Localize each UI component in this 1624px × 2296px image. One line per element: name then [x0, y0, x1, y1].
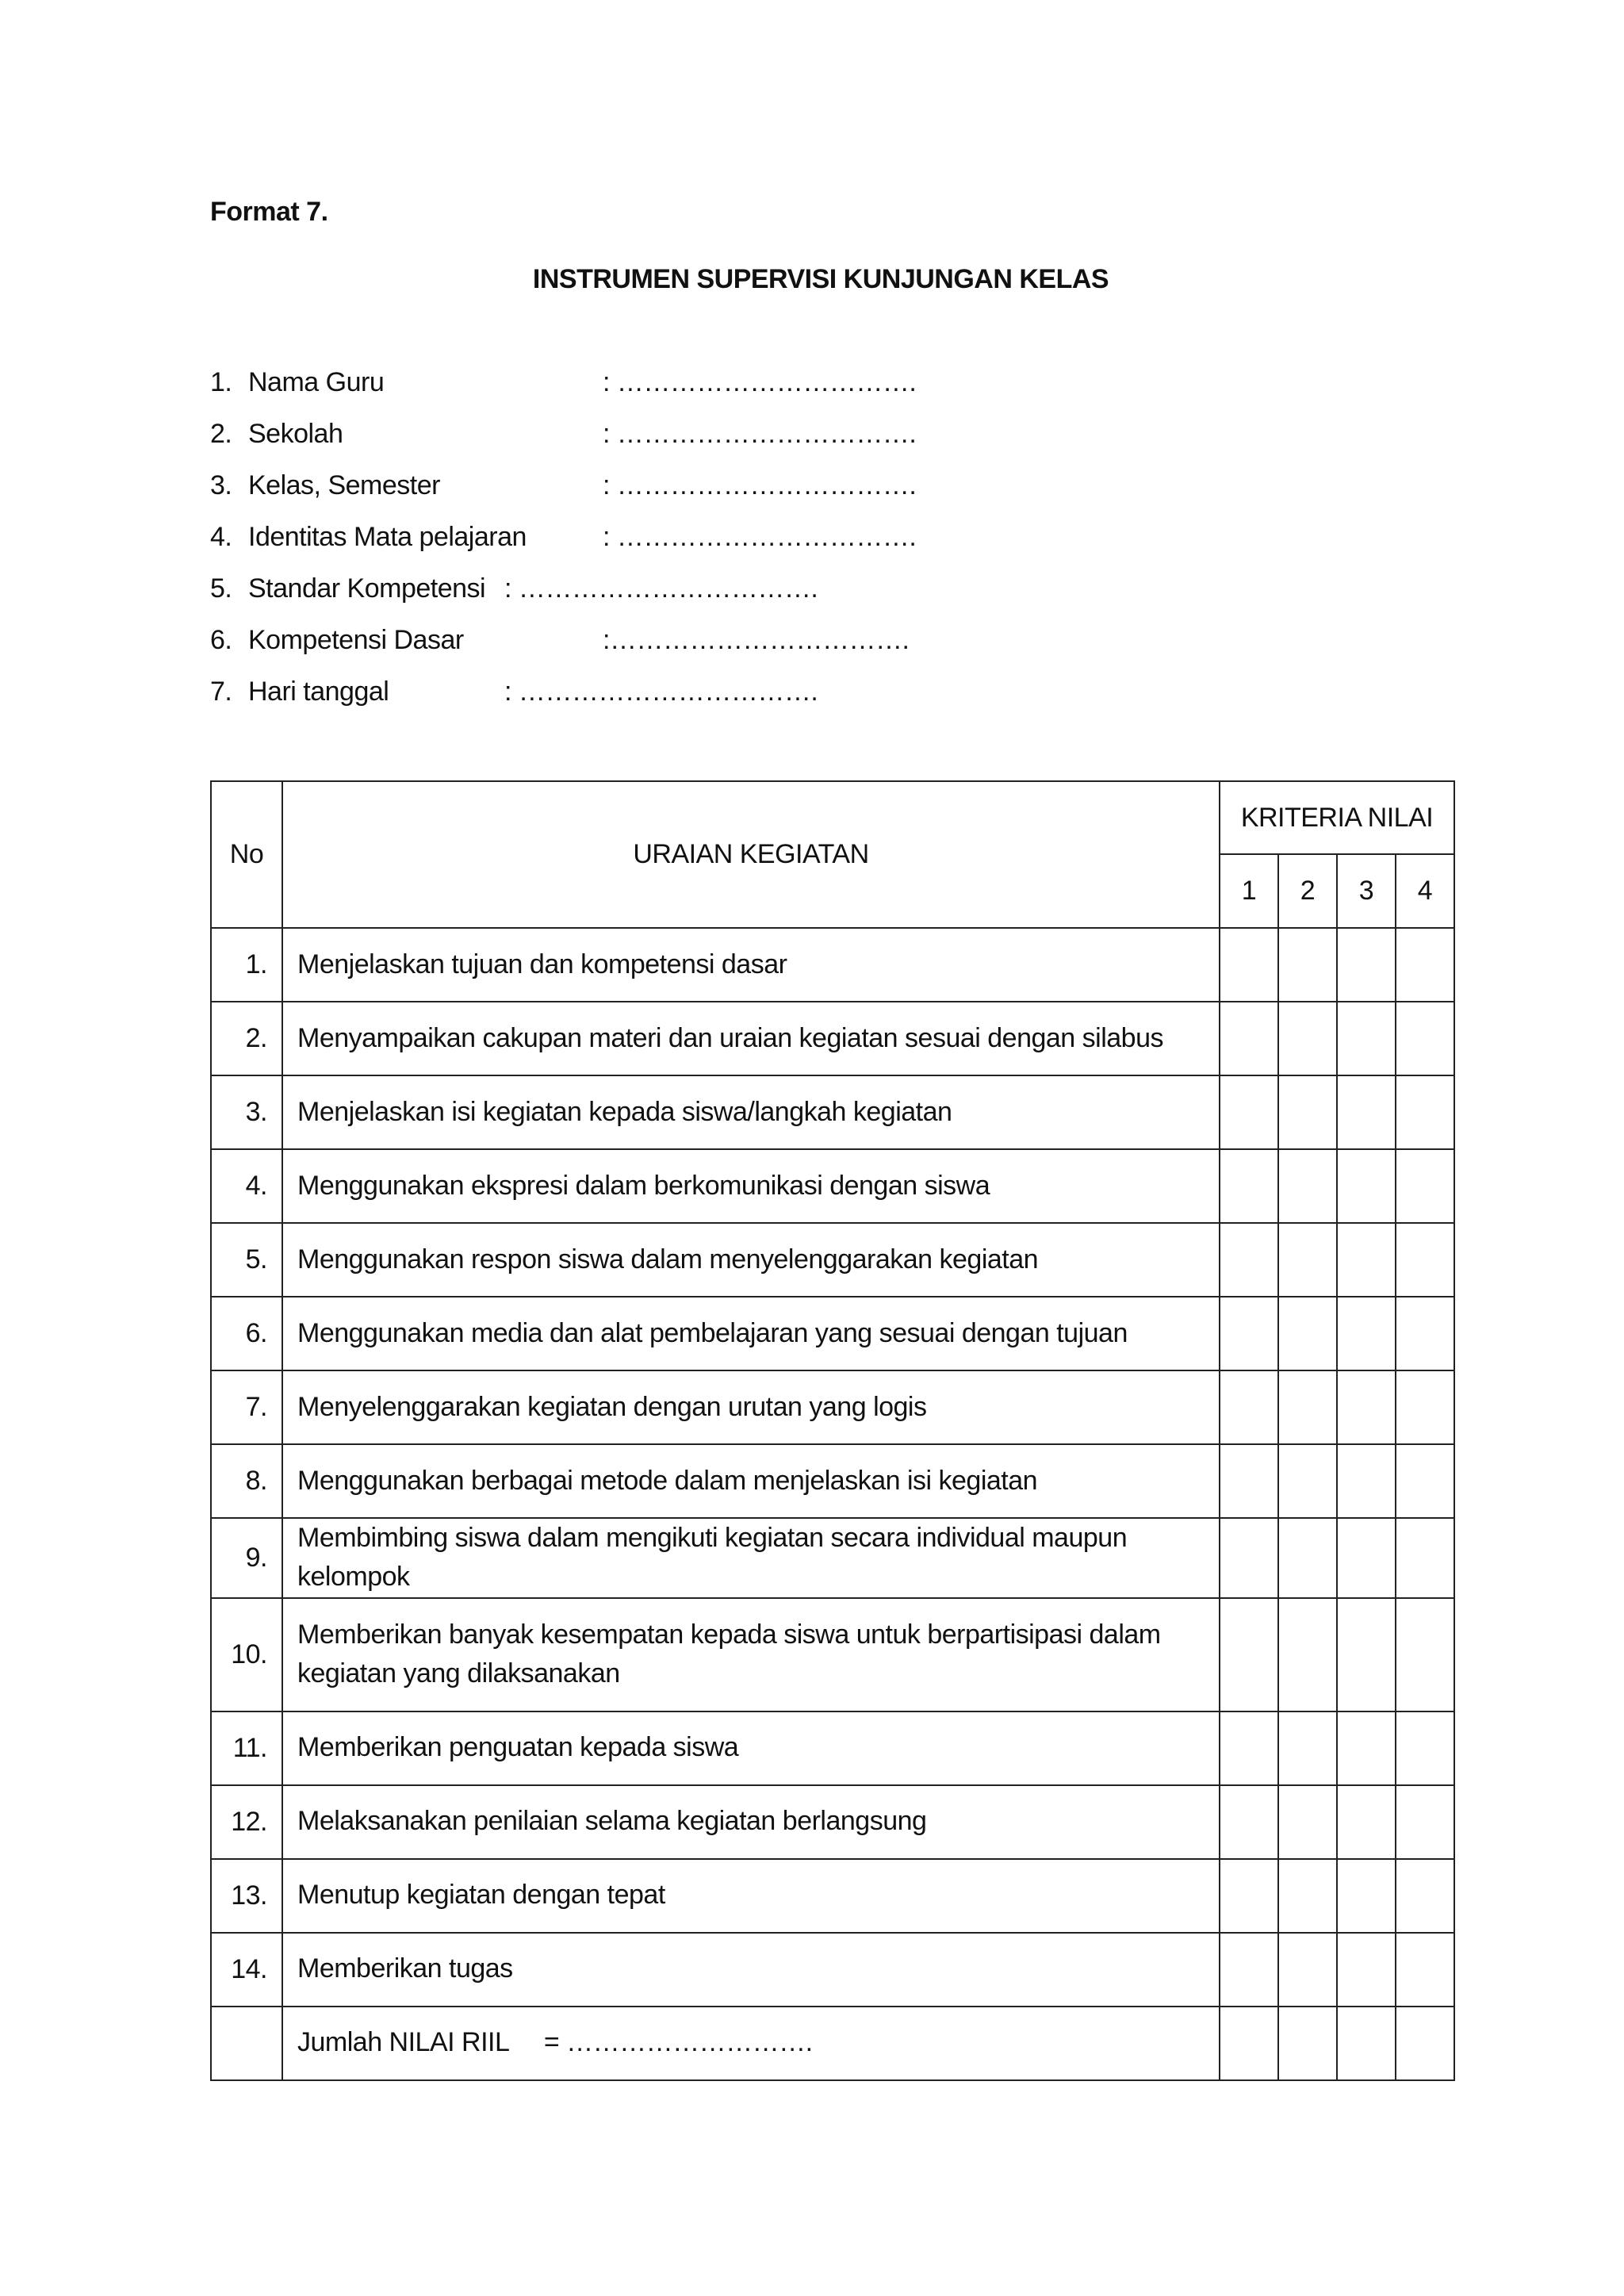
score-cell-3[interactable]	[1337, 1933, 1396, 2007]
table-row	[211, 1711, 1454, 1785]
row-description: Menggunakan berbagai metode dalam menjelaskan isi kegiatan	[282, 1444, 1220, 1518]
identity-value-field[interactable]: :…………………………….	[603, 625, 910, 655]
score-cell-2[interactable]	[1278, 1444, 1337, 1518]
identity-label: Identitas Mata pelajaran	[248, 522, 527, 552]
identity-label: Sekolah	[248, 419, 343, 449]
score-cell-4[interactable]	[1396, 1859, 1454, 1933]
identity-number: 5.	[210, 573, 232, 604]
score-cell-1[interactable]	[1220, 1598, 1278, 1711]
row-description: Menjelaskan isi kegiatan kepada siswa/langkah kegiatan	[282, 1075, 1220, 1149]
row-description: Menjelaskan tujuan dan kompetensi dasar	[282, 928, 1220, 1002]
score-cell-3[interactable]	[1337, 1598, 1396, 1711]
score-cell-4[interactable]	[1396, 1075, 1454, 1149]
score-cell-1[interactable]	[1220, 1002, 1278, 1075]
score-cell-4[interactable]	[1396, 1518, 1454, 1598]
row-number: 2.	[211, 1002, 282, 1075]
identity-number: 2.	[210, 419, 232, 449]
row-description: Memberikan banyak kesempatan kepada siswa untuk berpartisipasi dalam kegiatan yang dilaksanakan	[282, 1598, 1220, 1711]
row-number: 6.	[211, 1297, 282, 1370]
row-number: 10.	[211, 1598, 282, 1711]
table-row	[211, 928, 1454, 1002]
identity-label: Kompetensi Dasar	[248, 625, 464, 655]
score-cell-3[interactable]	[1337, 1785, 1396, 1859]
row-description: Memberikan tugas	[282, 1933, 1220, 2007]
score-cell-4[interactable]	[1396, 1297, 1454, 1370]
score-cell-4[interactable]	[1396, 1933, 1454, 2007]
score-cell-1[interactable]	[1220, 1518, 1278, 1598]
total-score-cell-2[interactable]	[1278, 2007, 1337, 2080]
row-number: 13.	[211, 1859, 282, 1933]
score-cell-2[interactable]	[1278, 1297, 1337, 1370]
identity-value-field[interactable]: : …………………………….	[504, 677, 818, 707]
identity-value-field[interactable]: : …………………………….	[603, 367, 917, 397]
header-score-1: 1	[1220, 854, 1278, 928]
score-cell-3[interactable]	[1337, 1444, 1396, 1518]
total-score-cell-4[interactable]	[1396, 2007, 1454, 2080]
table-row	[211, 1002, 1454, 1075]
score-cell-1[interactable]	[1220, 928, 1278, 1002]
row-number: 7.	[211, 1370, 282, 1444]
score-cell-4[interactable]	[1396, 1002, 1454, 1075]
table-row	[211, 1075, 1454, 1149]
table-row	[211, 1859, 1454, 1933]
score-cell-3[interactable]	[1337, 1370, 1396, 1444]
score-cell-3[interactable]	[1337, 1859, 1396, 1933]
identity-label: Standar Kompetensi	[248, 573, 486, 604]
score-cell-2[interactable]	[1278, 928, 1337, 1002]
row-description: Menggunakan ekspresi dalam berkomunikasi dengan siswa	[282, 1149, 1220, 1223]
row-number: 5.	[211, 1223, 282, 1297]
score-cell-1[interactable]	[1220, 1223, 1278, 1297]
score-cell-4[interactable]	[1396, 1711, 1454, 1785]
identity-number: 3.	[210, 470, 232, 500]
score-cell-3[interactable]	[1337, 928, 1396, 1002]
identity-value-field[interactable]: : …………………………….	[603, 419, 917, 449]
header-no: No	[211, 781, 282, 928]
score-cell-3[interactable]	[1337, 1149, 1396, 1223]
score-cell-2[interactable]	[1278, 1711, 1337, 1785]
score-cell-3[interactable]	[1337, 1223, 1396, 1297]
row-description: Menyampaikan cakupan materi dan uraian kegiatan sesuai dengan silabus	[282, 1002, 1220, 1075]
table-row	[211, 1223, 1454, 1297]
identity-number: 4.	[210, 522, 232, 552]
row-description: Menggunakan respon siswa dalam menyelenggarakan kegiatan	[282, 1223, 1220, 1297]
identity-number: 6.	[210, 625, 232, 655]
row-description: Melaksanakan penilaian selama kegiatan berlangsung	[282, 1785, 1220, 1859]
score-cell-1[interactable]	[1220, 1370, 1278, 1444]
score-cell-1[interactable]	[1220, 1785, 1278, 1859]
score-cell-2[interactable]	[1278, 1933, 1337, 2007]
document-title: INSTRUMEN SUPERVISI KUNJUNGAN KELAS	[532, 264, 1109, 294]
row-number: 1.	[211, 928, 282, 1002]
score-cell-1[interactable]	[1220, 1711, 1278, 1785]
score-cell-4[interactable]	[1396, 1785, 1454, 1859]
identity-label: Kelas, Semester	[248, 470, 440, 500]
score-cell-1[interactable]	[1220, 1933, 1278, 2007]
table-row	[211, 1933, 1454, 2007]
row-description: Membimbing siswa dalam mengikuti kegiatan secara individual maupun kelompok	[282, 1518, 1220, 1598]
total-number-cell	[211, 2007, 282, 2080]
score-cell-2[interactable]	[1278, 1785, 1337, 1859]
score-cell-1[interactable]	[1220, 1075, 1278, 1149]
table-row	[211, 1785, 1454, 1859]
table-row	[211, 1598, 1454, 1711]
header-uraian-kegiatan: URAIAN KEGIATAN	[282, 781, 1220, 928]
score-cell-3[interactable]	[1337, 1002, 1396, 1075]
score-cell-4[interactable]	[1396, 1598, 1454, 1711]
table-row	[211, 1370, 1454, 1444]
score-cell-4[interactable]	[1396, 1223, 1454, 1297]
row-number: 4.	[211, 1149, 282, 1223]
identity-number: 1.	[210, 367, 232, 397]
score-cell-2[interactable]	[1278, 1518, 1337, 1598]
score-cell-4[interactable]	[1396, 1370, 1454, 1444]
row-description: Menyelenggarakan kegiatan dengan urutan yang logis	[282, 1370, 1220, 1444]
table-row	[211, 1297, 1454, 1370]
score-cell-3[interactable]	[1337, 1711, 1396, 1785]
score-cell-2[interactable]	[1278, 1370, 1337, 1444]
total-score-cell-1[interactable]	[1220, 2007, 1278, 2080]
identity-value-field[interactable]: : …………………………….	[504, 573, 818, 604]
format-label: Format 7.	[210, 197, 328, 227]
score-cell-2[interactable]	[1278, 1598, 1337, 1711]
row-number: 14.	[211, 1933, 282, 2007]
score-cell-3[interactable]	[1337, 1297, 1396, 1370]
header-kriteria-nilai: KRITERIA NILAI	[1220, 781, 1454, 854]
supervision-rubric-table	[210, 780, 1455, 2081]
total-nilai-riil: Jumlah NILAI RIIL = ……………………….	[282, 2007, 1220, 2080]
row-number: 12.	[211, 1785, 282, 1859]
score-cell-2[interactable]	[1278, 1223, 1337, 1297]
score-cell-1[interactable]	[1220, 1149, 1278, 1223]
score-cell-4[interactable]	[1396, 928, 1454, 1002]
identity-label: Nama Guru	[248, 367, 385, 397]
identity-value-field[interactable]: : …………………………….	[603, 522, 917, 552]
table-row	[211, 1149, 1454, 1223]
score-cell-3[interactable]	[1337, 1075, 1396, 1149]
header-score-4: 4	[1396, 854, 1454, 928]
row-number: 8.	[211, 1444, 282, 1518]
score-cell-4[interactable]	[1396, 1444, 1454, 1518]
row-number: 11.	[211, 1711, 282, 1785]
table-total-row	[211, 2007, 1454, 2080]
table-row	[211, 1518, 1454, 1598]
score-cell-2[interactable]	[1278, 1859, 1337, 1933]
score-cell-2[interactable]	[1278, 1002, 1337, 1075]
header-score-3: 3	[1337, 854, 1396, 928]
row-description: Memberikan penguatan kepada siswa	[282, 1711, 1220, 1785]
row-description: Menutup kegiatan dengan tepat	[282, 1859, 1220, 1933]
table-header-row	[211, 781, 1454, 854]
score-cell-1[interactable]	[1220, 1859, 1278, 1933]
score-cell-1[interactable]	[1220, 1444, 1278, 1518]
row-description: Menggunakan media dan alat pembelajaran yang sesuai dengan tujuan	[282, 1297, 1220, 1370]
identity-value-field[interactable]: : …………………………….	[603, 470, 917, 500]
table-row	[211, 1444, 1454, 1518]
score-cell-4[interactable]	[1396, 1149, 1454, 1223]
row-number: 3.	[211, 1075, 282, 1149]
header-score-2: 2	[1278, 854, 1337, 928]
identity-number: 7.	[210, 677, 232, 707]
score-cell-2[interactable]	[1278, 1149, 1337, 1223]
score-cell-2[interactable]	[1278, 1075, 1337, 1149]
score-cell-3[interactable]	[1337, 1518, 1396, 1598]
score-cell-1[interactable]	[1220, 1297, 1278, 1370]
row-number: 9.	[211, 1518, 282, 1598]
identity-label: Hari tanggal	[248, 677, 389, 707]
total-score-cell-3[interactable]	[1337, 2007, 1396, 2080]
